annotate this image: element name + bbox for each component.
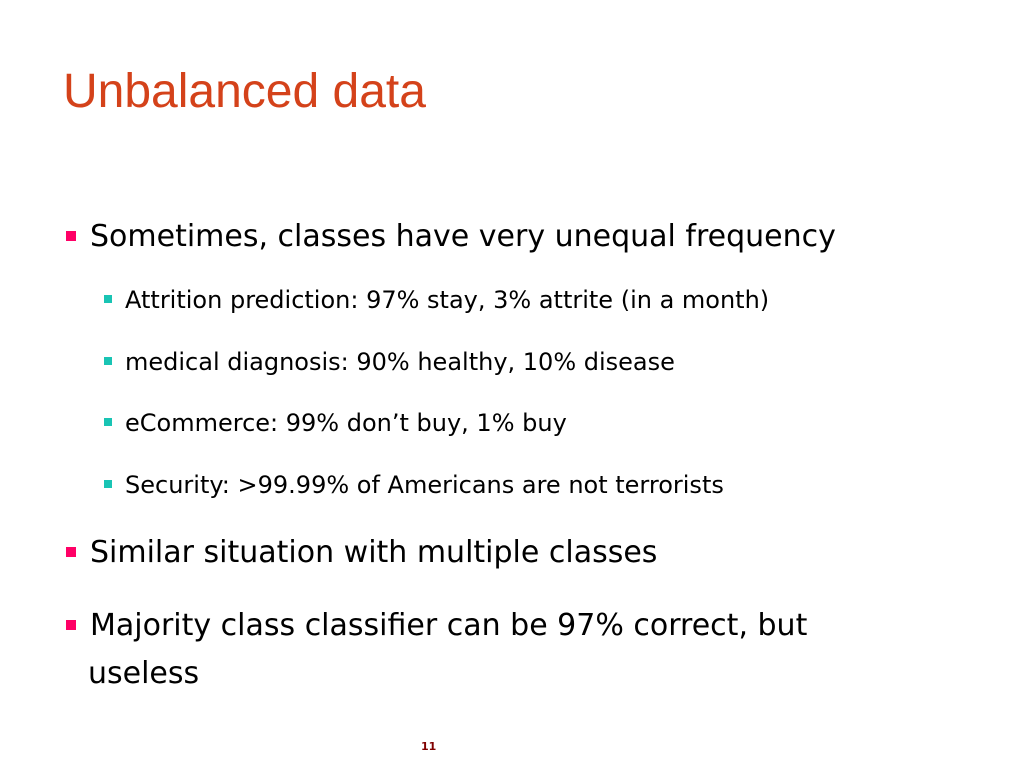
sub-bullet-text: medical diagnosis: 90% healthy, 10% disease	[125, 348, 675, 376]
sub-bullet-item	[102, 284, 769, 316]
sub-bullet-item	[102, 346, 675, 378]
square-bullet-icon	[104, 418, 112, 426]
sub-bullet-item	[102, 469, 724, 501]
sub-bullet-text: eCommerce: 99% don’t buy, 1% buy	[125, 409, 567, 437]
square-bullet-icon	[104, 357, 112, 365]
square-bullet-icon	[104, 295, 112, 303]
bullet-text: Similar situation with multiple classes	[90, 535, 658, 570]
slide-title: Unbalanced data	[63, 65, 426, 118]
bullet-item	[64, 606, 807, 646]
page-number: 11	[421, 740, 437, 753]
square-bullet-icon	[66, 231, 76, 241]
sub-bullet-item	[102, 407, 567, 439]
bullet-text-continuation: useless	[88, 656, 200, 691]
sub-bullet-text: Security: >99.99% of Americans are not terrorists	[125, 471, 724, 499]
sub-bullet-text: Attrition prediction: 97% stay, 3% attrite (in a month)	[125, 286, 770, 314]
bullet-text: Sometimes, classes have very unequal frequency	[90, 219, 836, 254]
bullet-item	[64, 533, 657, 573]
square-bullet-icon	[104, 480, 112, 488]
square-bullet-icon	[66, 620, 76, 630]
bullet-item	[64, 217, 836, 257]
square-bullet-icon	[66, 547, 76, 557]
bullet-text: Majority class classifier can be 97% correct, but	[90, 608, 808, 643]
